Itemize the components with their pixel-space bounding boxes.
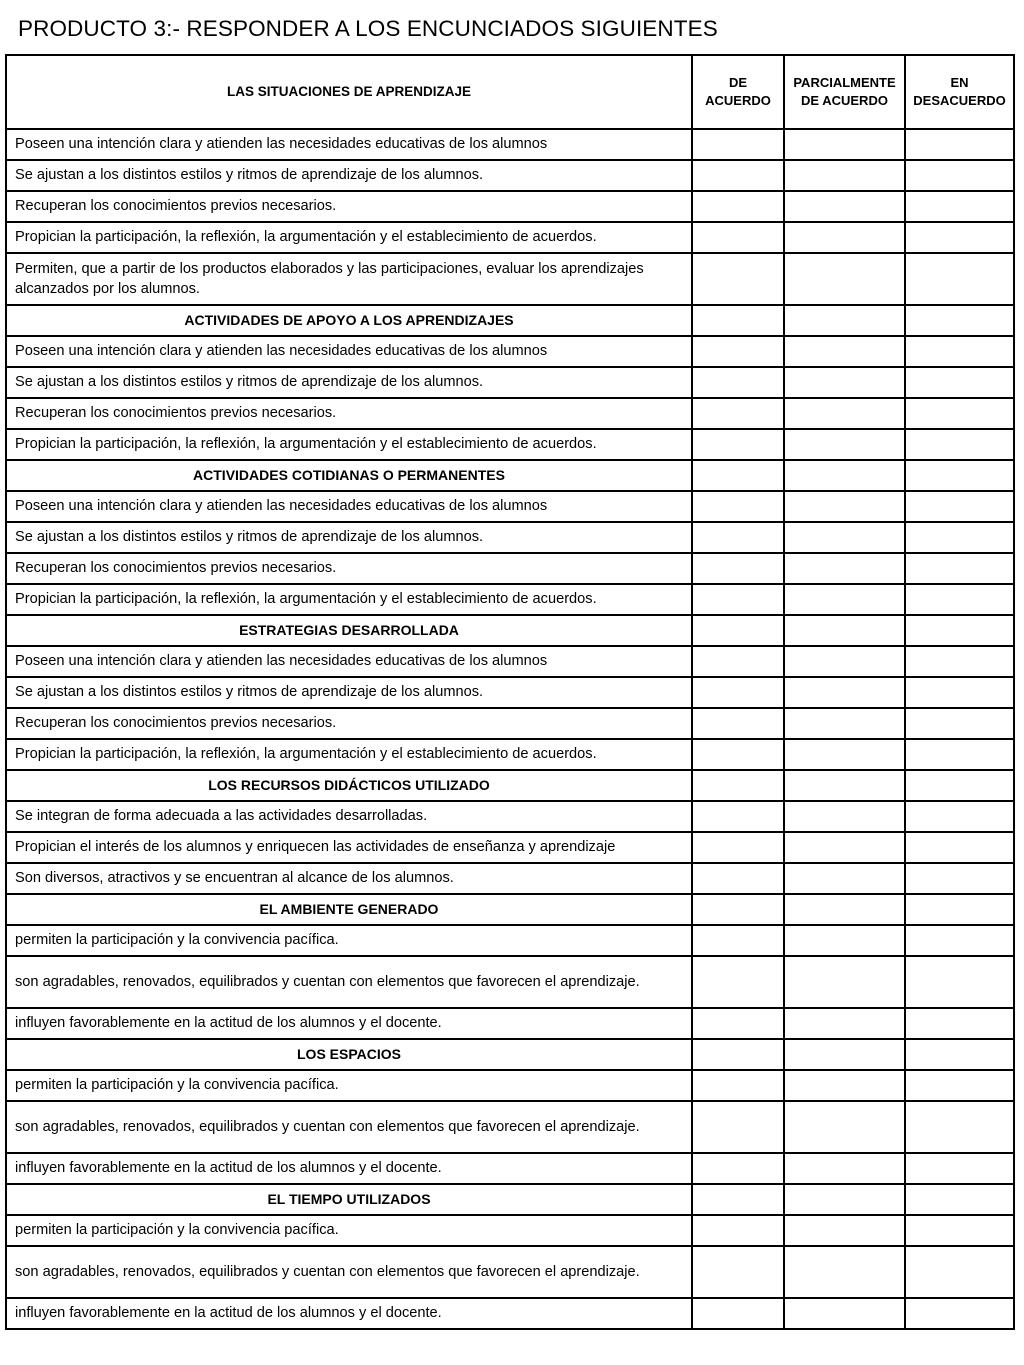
mark-cell-de-acuerdo[interactable] [692, 522, 784, 553]
mark-cell-parcialmente-de-acuerdo[interactable] [784, 160, 905, 191]
mark-cell-de-acuerdo[interactable] [692, 253, 784, 305]
mark-cell-en-desacuerdo[interactable] [905, 801, 1014, 832]
table-row [6, 522, 1014, 553]
section-row [6, 770, 1014, 801]
evaluation-table [5, 54, 1015, 1330]
mark-cell-parcialmente-de-acuerdo[interactable] [784, 1070, 905, 1101]
mark-cell-en-desacuerdo[interactable] [905, 367, 1014, 398]
mark-cell-parcialmente-de-acuerdo[interactable] [784, 863, 905, 894]
mark-cell-parcialmente-de-acuerdo[interactable] [784, 832, 905, 863]
table-row [6, 160, 1014, 191]
mark-cell-parcialmente-de-acuerdo[interactable] [784, 708, 905, 739]
mark-cell-de-acuerdo[interactable] [692, 1070, 784, 1101]
mark-cell-de-acuerdo[interactable] [692, 460, 784, 491]
mark-cell-parcialmente-de-acuerdo[interactable] [784, 253, 905, 305]
table-row [6, 1215, 1014, 1246]
table-row [6, 553, 1014, 584]
mark-cell-en-desacuerdo[interactable] [905, 863, 1014, 894]
mark-cell-de-acuerdo[interactable] [692, 1101, 784, 1153]
mark-cell-en-desacuerdo[interactable] [905, 677, 1014, 708]
table-row [6, 1008, 1014, 1039]
mark-cell-en-desacuerdo[interactable] [905, 491, 1014, 522]
table-row [6, 129, 1014, 160]
mark-cell-de-acuerdo[interactable] [692, 1298, 784, 1329]
mark-cell-de-acuerdo[interactable] [692, 398, 784, 429]
mark-cell-en-desacuerdo[interactable] [905, 1215, 1014, 1246]
statement-text: son agradables, renovados, equilibrados y cuentan con elementos que favorecen el aprendizaje. [6, 1246, 692, 1298]
statement-text: Son diversos, atractivos y se encuentran al alcance de los alumnos. [6, 863, 692, 894]
statement-text: Poseen una intención clara y atienden las necesidades educativas de los alumnos [6, 336, 692, 367]
statement-text: influyen favorablemente en la actitud de los alumnos y el docente. [6, 1298, 692, 1329]
mark-cell-en-desacuerdo[interactable] [905, 460, 1014, 491]
statement-text: Poseen una intención clara y atienden las necesidades educativas de los alumnos [6, 129, 692, 160]
mark-cell-de-acuerdo[interactable] [692, 129, 784, 160]
mark-cell-de-acuerdo[interactable] [692, 646, 784, 677]
statement-text: Recuperan los conocimientos previos necesarios. [6, 398, 692, 429]
mark-cell-en-desacuerdo[interactable] [905, 1101, 1014, 1153]
statement-text: Propician la participación, la reflexión, la argumentación y el establecimiento de acuerdos. [6, 429, 692, 460]
mark-cell-parcialmente-de-acuerdo[interactable] [784, 491, 905, 522]
statement-text: Propician la participación, la reflexión, la argumentación y el establecimiento de acuerdos. [6, 222, 692, 253]
mark-cell-parcialmente-de-acuerdo[interactable] [784, 129, 905, 160]
mark-cell-parcialmente-de-acuerdo[interactable] [784, 1153, 905, 1184]
header-parcialmente-de-acuerdo: PARCIALMENTE DE ACUERDO [784, 55, 905, 129]
mark-cell-en-desacuerdo[interactable] [905, 1070, 1014, 1101]
mark-cell-de-acuerdo[interactable] [692, 1008, 784, 1039]
statement-text: Propician el interés de los alumnos y enriquecen las actividades de enseñanza y aprendizaje [6, 832, 692, 863]
table-row [6, 863, 1014, 894]
mark-cell-en-desacuerdo[interactable] [905, 615, 1014, 646]
table-row [6, 253, 1014, 305]
section-title: ACTIVIDADES DE APOYO A LOS APRENDIZAJES [6, 305, 692, 336]
section-row [6, 305, 1014, 336]
mark-cell-parcialmente-de-acuerdo[interactable] [784, 925, 905, 956]
mark-cell-de-acuerdo[interactable] [692, 191, 784, 222]
table-row [6, 801, 1014, 832]
mark-cell-parcialmente-de-acuerdo[interactable] [784, 553, 905, 584]
statement-text: permiten la participación y la convivencia pacífica. [6, 1215, 692, 1246]
mark-cell-en-desacuerdo[interactable] [905, 1008, 1014, 1039]
mark-cell-en-desacuerdo[interactable] [905, 584, 1014, 615]
section-title: ESTRATEGIAS DESARROLLADA [6, 615, 692, 646]
mark-cell-parcialmente-de-acuerdo[interactable] [784, 1008, 905, 1039]
mark-cell-parcialmente-de-acuerdo[interactable] [784, 336, 905, 367]
table-row [6, 1153, 1014, 1184]
mark-cell-de-acuerdo[interactable] [692, 584, 784, 615]
mark-cell-de-acuerdo[interactable] [692, 770, 784, 801]
table-body [6, 129, 1014, 1329]
mark-cell-parcialmente-de-acuerdo[interactable] [784, 584, 905, 615]
table-row [6, 584, 1014, 615]
mark-cell-en-desacuerdo[interactable] [905, 708, 1014, 739]
mark-cell-de-acuerdo[interactable] [692, 894, 784, 925]
mark-cell-en-desacuerdo[interactable] [905, 222, 1014, 253]
statement-text: Recuperan los conocimientos previos necesarios. [6, 553, 692, 584]
mark-cell-parcialmente-de-acuerdo[interactable] [784, 739, 905, 770]
mark-cell-de-acuerdo[interactable] [692, 1246, 784, 1298]
section-row [6, 894, 1014, 925]
mark-cell-parcialmente-de-acuerdo[interactable] [784, 677, 905, 708]
mark-cell-de-acuerdo[interactable] [692, 336, 784, 367]
mark-cell-en-desacuerdo[interactable] [905, 832, 1014, 863]
section-row [6, 460, 1014, 491]
statement-text: Se ajustan a los distintos estilos y ritmos de aprendizaje de los alumnos. [6, 677, 692, 708]
statement-text: son agradables, renovados, equilibrados y cuentan con elementos que favorecen el aprendizaje. [6, 956, 692, 1008]
section-row [6, 1039, 1014, 1070]
mark-cell-de-acuerdo[interactable] [692, 801, 784, 832]
table-row [6, 925, 1014, 956]
statement-text: Permiten, que a partir de los productos elaborados y las participaciones, evaluar los aprendizajes alcanzados por los alumnos. [6, 253, 692, 305]
mark-cell-de-acuerdo[interactable] [692, 1039, 784, 1070]
mark-cell-parcialmente-de-acuerdo[interactable] [784, 646, 905, 677]
mark-cell-de-acuerdo[interactable] [692, 429, 784, 460]
mark-cell-parcialmente-de-acuerdo[interactable] [784, 1184, 905, 1215]
table-row [6, 222, 1014, 253]
mark-cell-en-desacuerdo[interactable] [905, 1298, 1014, 1329]
table-row [6, 367, 1014, 398]
table-row [6, 191, 1014, 222]
statement-text: Se ajustan a los distintos estilos y ritmos de aprendizaje de los alumnos. [6, 367, 692, 398]
statement-text: Propician la participación, la reflexión, la argumentación y el establecimiento de acuerdos. [6, 739, 692, 770]
mark-cell-en-desacuerdo[interactable] [905, 553, 1014, 584]
section-title: EL TIEMPO UTILIZADOS [6, 1184, 692, 1215]
mark-cell-parcialmente-de-acuerdo[interactable] [784, 615, 905, 646]
mark-cell-parcialmente-de-acuerdo[interactable] [784, 1101, 905, 1153]
mark-cell-de-acuerdo[interactable] [692, 863, 784, 894]
mark-cell-en-desacuerdo[interactable] [905, 129, 1014, 160]
mark-cell-parcialmente-de-acuerdo[interactable] [784, 801, 905, 832]
table-row [6, 708, 1014, 739]
mark-cell-en-desacuerdo[interactable] [905, 925, 1014, 956]
mark-cell-en-desacuerdo[interactable] [905, 1246, 1014, 1298]
header-de-acuerdo: DE ACUERDO [692, 55, 784, 129]
header-row [6, 55, 1014, 129]
mark-cell-parcialmente-de-acuerdo[interactable] [784, 894, 905, 925]
table-row [6, 336, 1014, 367]
mark-cell-en-desacuerdo[interactable] [905, 336, 1014, 367]
mark-cell-en-desacuerdo[interactable] [905, 894, 1014, 925]
mark-cell-en-desacuerdo[interactable] [905, 191, 1014, 222]
statement-text: influyen favorablemente en la actitud de los alumnos y el docente. [6, 1008, 692, 1039]
mark-cell-en-desacuerdo[interactable] [905, 398, 1014, 429]
table-row [6, 646, 1014, 677]
mark-cell-de-acuerdo[interactable] [692, 925, 784, 956]
mark-cell-de-acuerdo[interactable] [692, 222, 784, 253]
statement-text: Se integran de forma adecuada a las actividades desarrolladas. [6, 801, 692, 832]
mark-cell-parcialmente-de-acuerdo[interactable] [784, 770, 905, 801]
mark-cell-en-desacuerdo[interactable] [905, 739, 1014, 770]
mark-cell-en-desacuerdo[interactable] [905, 646, 1014, 677]
mark-cell-parcialmente-de-acuerdo[interactable] [784, 1039, 905, 1070]
table-row [6, 429, 1014, 460]
mark-cell-de-acuerdo[interactable] [692, 956, 784, 1008]
mark-cell-parcialmente-de-acuerdo[interactable] [784, 1246, 905, 1298]
statement-text: Poseen una intención clara y atienden las necesidades educativas de los alumnos [6, 646, 692, 677]
statement-text: Propician la participación, la reflexión, la argumentación y el establecimiento de acuerdos. [6, 584, 692, 615]
mark-cell-en-desacuerdo[interactable] [905, 160, 1014, 191]
table-row [6, 1070, 1014, 1101]
mark-cell-parcialmente-de-acuerdo[interactable] [784, 1298, 905, 1329]
mark-cell-de-acuerdo[interactable] [692, 677, 784, 708]
mark-cell-de-acuerdo[interactable] [692, 708, 784, 739]
mark-cell-parcialmente-de-acuerdo[interactable] [784, 222, 905, 253]
mark-cell-en-desacuerdo[interactable] [905, 770, 1014, 801]
statement-text: son agradables, renovados, equilibrados y cuentan con elementos que favorecen el aprendizaje. [6, 1101, 692, 1153]
mark-cell-parcialmente-de-acuerdo[interactable] [784, 460, 905, 491]
table-row [6, 956, 1014, 1008]
statement-text: Poseen una intención clara y atienden las necesidades educativas de los alumnos [6, 491, 692, 522]
mark-cell-de-acuerdo[interactable] [692, 553, 784, 584]
mark-cell-parcialmente-de-acuerdo[interactable] [784, 305, 905, 336]
statement-text: influyen favorablemente en la actitud de los alumnos y el docente. [6, 1153, 692, 1184]
section-title: LOS RECURSOS DIDÁCTICOS UTILIZADO [6, 770, 692, 801]
mark-cell-en-desacuerdo[interactable] [905, 429, 1014, 460]
mark-cell-en-desacuerdo[interactable] [905, 253, 1014, 305]
mark-cell-parcialmente-de-acuerdo[interactable] [784, 191, 905, 222]
section-title: LOS ESPACIOS [6, 1039, 692, 1070]
section-title: ACTIVIDADES COTIDIANAS O PERMANENTES [6, 460, 692, 491]
header-situaciones: LAS SITUACIONES DE APRENDIZAJE [6, 55, 692, 129]
mark-cell-de-acuerdo[interactable] [692, 305, 784, 336]
mark-cell-en-desacuerdo[interactable] [905, 1184, 1014, 1215]
header-en-desacuerdo: EN DESACUERDO [905, 55, 1014, 129]
mark-cell-de-acuerdo[interactable] [692, 615, 784, 646]
mark-cell-de-acuerdo[interactable] [692, 367, 784, 398]
section-row [6, 615, 1014, 646]
mark-cell-de-acuerdo[interactable] [692, 1215, 784, 1246]
mark-cell-parcialmente-de-acuerdo[interactable] [784, 522, 905, 553]
table-row [6, 677, 1014, 708]
mark-cell-en-desacuerdo[interactable] [905, 1153, 1014, 1184]
table-row [6, 739, 1014, 770]
statement-text: Se ajustan a los distintos estilos y ritmos de aprendizaje de los alumnos. [6, 522, 692, 553]
mark-cell-de-acuerdo[interactable] [692, 1184, 784, 1215]
mark-cell-de-acuerdo[interactable] [692, 1153, 784, 1184]
mark-cell-de-acuerdo[interactable] [692, 832, 784, 863]
table-row [6, 1101, 1014, 1153]
table-row [6, 832, 1014, 863]
section-row [6, 1184, 1014, 1215]
mark-cell-en-desacuerdo[interactable] [905, 956, 1014, 1008]
mark-cell-en-desacuerdo[interactable] [905, 522, 1014, 553]
section-title: EL AMBIENTE GENERADO [6, 894, 692, 925]
statement-text: Recuperan los conocimientos previos necesarios. [6, 191, 692, 222]
table-row [6, 1246, 1014, 1298]
table-row [6, 491, 1014, 522]
mark-cell-parcialmente-de-acuerdo[interactable] [784, 956, 905, 1008]
mark-cell-de-acuerdo[interactable] [692, 739, 784, 770]
mark-cell-parcialmente-de-acuerdo[interactable] [784, 367, 905, 398]
mark-cell-parcialmente-de-acuerdo[interactable] [784, 1215, 905, 1246]
statement-text: permiten la participación y la convivencia pacífica. [6, 1070, 692, 1101]
mark-cell-parcialmente-de-acuerdo[interactable] [784, 429, 905, 460]
statement-text: permiten la participación y la convivencia pacífica. [6, 925, 692, 956]
statement-text: Recuperan los conocimientos previos necesarios. [6, 708, 692, 739]
mark-cell-en-desacuerdo[interactable] [905, 305, 1014, 336]
mark-cell-de-acuerdo[interactable] [692, 160, 784, 191]
mark-cell-parcialmente-de-acuerdo[interactable] [784, 398, 905, 429]
mark-cell-en-desacuerdo[interactable] [905, 1039, 1014, 1070]
statement-text: Se ajustan a los distintos estilos y ritmos de aprendizaje de los alumnos. [6, 160, 692, 191]
table-row [6, 1298, 1014, 1329]
table-row [6, 398, 1014, 429]
mark-cell-de-acuerdo[interactable] [692, 491, 784, 522]
page-title: PRODUCTO 3:- RESPONDER A LOS ENCUNCIADOS SIGUIENTES [18, 16, 718, 41]
